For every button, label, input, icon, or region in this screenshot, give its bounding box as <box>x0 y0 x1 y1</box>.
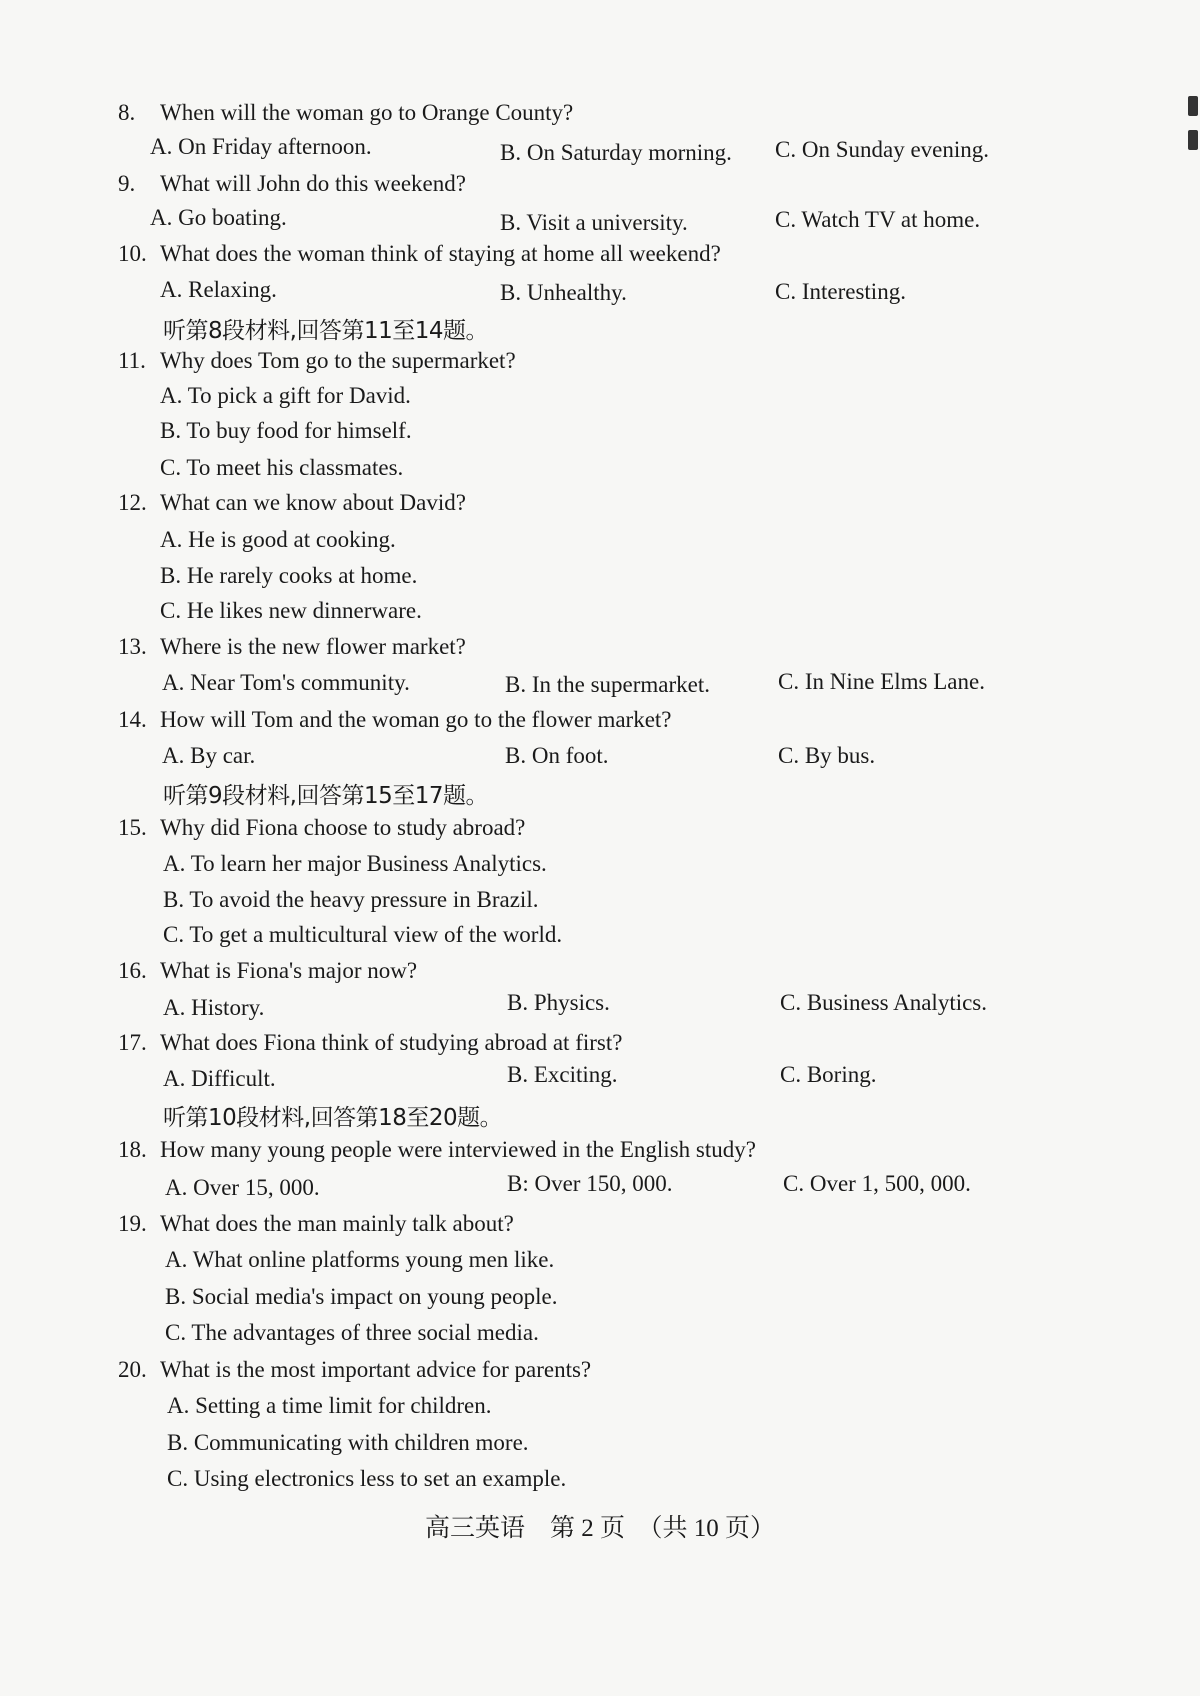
question-number: 15. <box>118 815 147 840</box>
option-b: B. Exciting. <box>507 1062 618 1087</box>
question-number: 10. <box>118 241 147 266</box>
question-13 <box>118 634 1078 660</box>
option-a: A. Over 15, 000. <box>165 1175 320 1200</box>
option-b: B. Visit a university. <box>500 210 688 235</box>
option-b: B. On Saturday morning. <box>500 140 732 165</box>
option-b: B. Physics. <box>507 990 610 1015</box>
option-c: C. Business Analytics. <box>780 990 988 1015</box>
question-text: Why does Tom go to the supermarket? <box>160 348 516 373</box>
question-number: 9. <box>118 171 136 196</box>
option-c: C. He likes new dinnerware. <box>160 598 422 623</box>
section-instruction: 听第9段材料,回答第15至17题。 <box>163 783 488 809</box>
question-text: What is Fiona's major now? <box>160 958 418 983</box>
option-c: C. Interesting. <box>775 279 906 304</box>
option-b: B. In the supermarket. <box>505 672 711 697</box>
option-c: C. Over 1, 500, 000. <box>783 1171 971 1196</box>
question-text: How many young people were interviewed in the English study? <box>160 1137 756 1162</box>
option-b: B. On foot. <box>505 743 609 768</box>
question-number: 8. <box>118 100 136 125</box>
question-12 <box>118 490 1078 516</box>
question-text: What does Fiona think of studying abroad at first? <box>160 1030 623 1055</box>
option-a: A. On Friday afternoon. <box>150 134 372 159</box>
question-text: How will Tom and the woman go to the flower market? <box>160 707 672 732</box>
question-19 <box>118 1211 1078 1237</box>
option-a: A. History. <box>163 995 265 1020</box>
option-b: B. Social media's impact on young people. <box>165 1284 558 1309</box>
option-c: C. By bus. <box>778 743 876 768</box>
question-9 <box>118 171 1078 197</box>
question-text: What is the most important advice for parents? <box>160 1357 592 1382</box>
option-b: B. To buy food for himself. <box>160 418 412 443</box>
question-number: 16. <box>118 958 147 983</box>
question-text: What will John do this weekend? <box>160 171 466 196</box>
question-8 <box>118 100 1078 126</box>
option-c: C. On Sunday evening. <box>775 137 990 162</box>
question-15 <box>118 815 1078 841</box>
question-number: 18. <box>118 1137 147 1162</box>
question-20 <box>118 1357 1078 1383</box>
option-a: A. He is good at cooking. <box>160 527 396 552</box>
question-number: 13. <box>118 634 147 659</box>
question-11 <box>118 348 1078 374</box>
option-b: B. Unhealthy. <box>500 280 627 305</box>
question-number: 14. <box>118 707 147 732</box>
question-14 <box>118 707 1078 733</box>
option-a: A. Setting a time limit for children. <box>167 1393 492 1418</box>
question-number: 20. <box>118 1357 147 1382</box>
option-b: B. He rarely cooks at home. <box>160 563 418 588</box>
question-16 <box>118 958 1078 984</box>
question-number: 12. <box>118 490 147 515</box>
option-c: C. In Nine Elms Lane. <box>778 669 985 694</box>
option-c: C. Using electronics less to set an example. <box>167 1466 567 1491</box>
option-a: A. Relaxing. <box>160 277 277 302</box>
section-instruction: 听第10段材料,回答第18至20题。 <box>163 1105 503 1131</box>
section-instruction: 听第8段材料,回答第11至14题。 <box>163 318 488 344</box>
edge-crop-marks <box>1188 96 1200 156</box>
option-c: C. To meet his classmates. <box>160 455 404 480</box>
option-b: B. Communicating with children more. <box>167 1430 529 1455</box>
option-a: A. Go boating. <box>150 205 287 230</box>
option-a: A. Near Tom's community. <box>162 670 410 695</box>
question-text: What does the woman think of staying at home all weekend? <box>160 241 721 266</box>
option-b: B: Over 150, 000. <box>507 1171 673 1196</box>
question-18 <box>118 1137 1078 1163</box>
question-text: When will the woman go to Orange County? <box>160 100 574 125</box>
question-number: 17. <box>118 1030 147 1055</box>
option-c: C. Watch TV at home. <box>775 207 981 232</box>
question-text: What does the man mainly talk about? <box>160 1211 514 1236</box>
option-c: C. The advantages of three social media. <box>165 1320 539 1345</box>
question-number: 19. <box>118 1211 147 1236</box>
option-a: A. What online platforms young men like. <box>165 1247 555 1272</box>
option-c: C. To get a multicultural view of the world. <box>163 922 563 947</box>
option-b: B. To avoid the heavy pressure in Brazil. <box>163 887 539 912</box>
question-17 <box>118 1030 1078 1056</box>
question-text: Why did Fiona choose to study abroad? <box>160 815 526 840</box>
question-number: 11. <box>118 348 146 373</box>
option-c: C. Boring. <box>780 1062 877 1087</box>
question-10 <box>118 241 1078 267</box>
option-a: A. By car. <box>162 743 256 768</box>
page-footer: 高三英语 第 2 页 （共 10 页） <box>424 1515 775 1542</box>
question-text: What can we know about David? <box>160 490 466 515</box>
option-a: A. Difficult. <box>163 1066 276 1091</box>
question-text: Where is the new flower market? <box>160 634 466 659</box>
option-a: A. To learn her major Business Analytics. <box>163 851 547 876</box>
option-a: A. To pick a gift for David. <box>160 383 411 408</box>
